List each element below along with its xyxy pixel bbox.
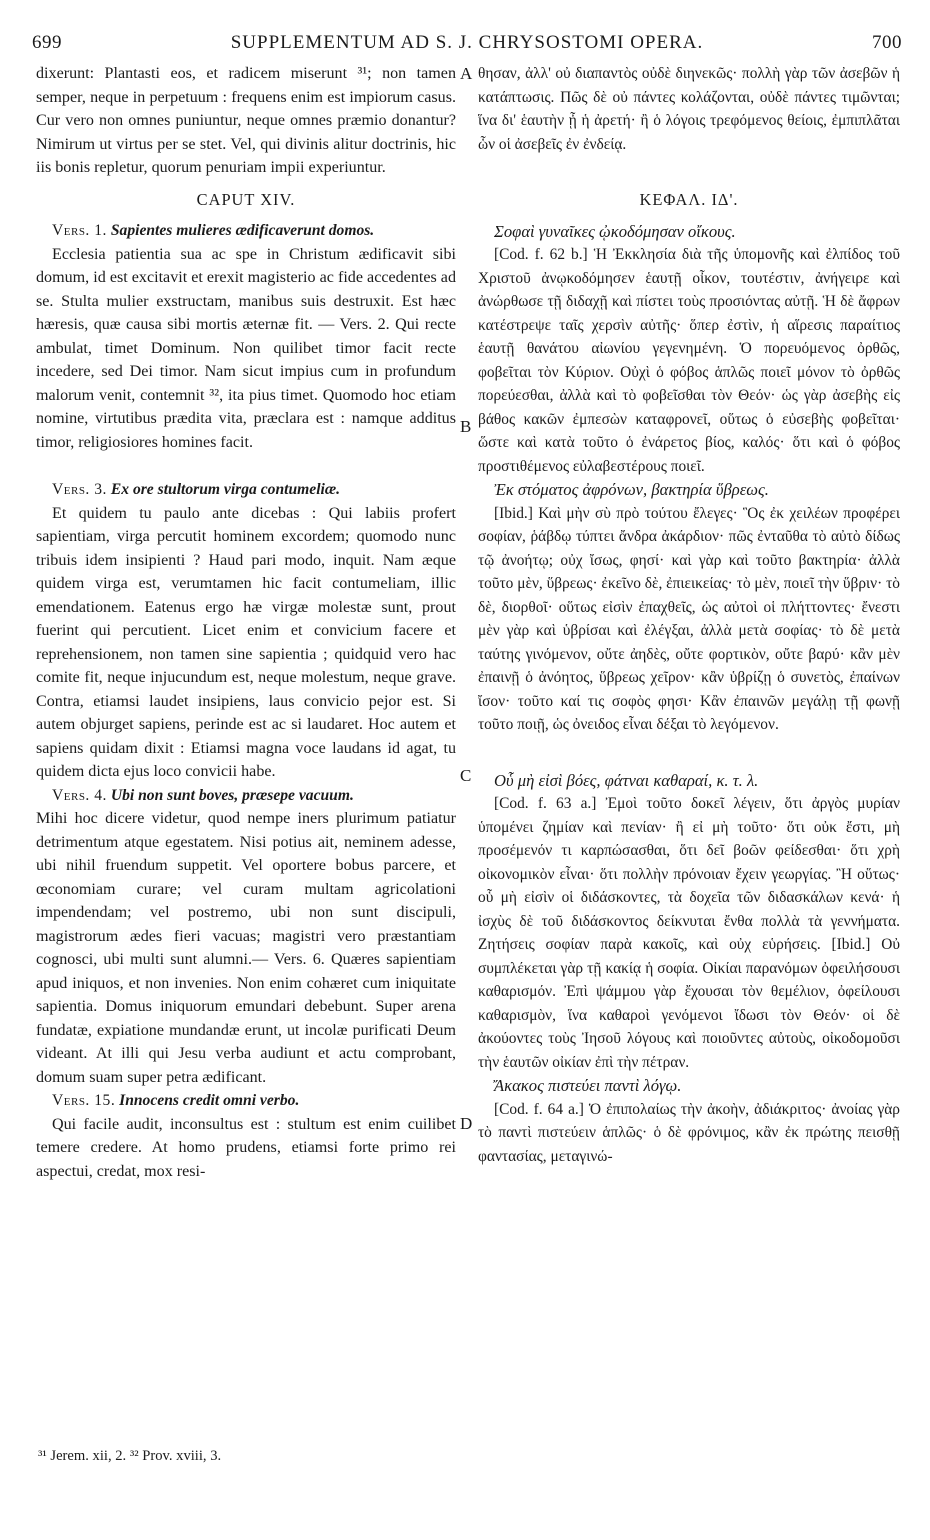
margin-letter-c: C (460, 766, 472, 785)
greek-column (478, 62, 900, 1168)
latin-column (36, 62, 456, 1183)
greek-verse-15: Ἄκακος πιστεύει παντὶ λόγῳ. (494, 1076, 682, 1095)
latin-verse-3 (36, 478, 456, 502)
latin-verse-1 (36, 219, 456, 243)
footnotes: ³¹ Jerem. xii, 2. ³² Prov. xviii, 3. (38, 1448, 222, 1464)
latin-paragraph-3: Mihi hoc dicere videtur, quod nempe iners plurimum patiatur detrimentum atque egestatem. Nisi potius ait, neminem adesse, ubi nihil fruendum suppetit. Vel oportere bobus parcere, et œconomiam curare; vel curam multam agricolationi impendendam; vel postremo, ubi non sunt discipuli, magistrorum ædes fieri vacuas; magistri vero præstantiam cognosci, ubi multi sunt alumni.— Vers. 6. Quæres sapientiam apud iniquos, et non invenies. Non enim cohæret cum iniquitate sapientia. Domus iniquorum emundari debebunt. Super arena fundatæ, expiatione mundandæ erunt, ut incolæ purificati Deum videant. At illi qui Jesu verba audiunt et actu comprobant, domum suam super petra ædificant. (36, 810, 456, 1086)
latin-paragraph-4: Qui facile audit, inconsultus est : stultum est enim cuilibet temere credere. At homo prudens, etiamsi forte primo rei aspectui, credat, mox resi- (36, 1115, 456, 1180)
verse-label: Vers. 3. (52, 481, 107, 498)
running-header (28, 28, 906, 58)
margin-letter-d: D (460, 1114, 473, 1133)
greek-paragraph-2: [Ibid.] Καὶ μὴν σὺ πρὸ τούτου ἔλεγες· Ὃς ἐκ χειλέων προφέρει σοφίαν, ῥάβδῳ τύπτει ἄνδρα ἀκάρδιον· πῶς ἐνταῦθα τὸ αὐτὸ δίδως τῷ ἀνοήτῳ; οὐχ ἴσως, φησί· καὶ γὰρ καὶ τοῦτο βακτηρία· ἀλλὰ τοῦτο μὲν, ὕβρεως· ἐκεῖνο δὲ, ἐπιεικείας· τὸ μὲν, ποιεῖ τὴν ὕβριν· τὸ δὲ, διορθοῖ· οὕτως εἰσὶν ἐπαχθεῖς, ὡς αὐτοὶ οἱ πλήττοντες· ἔνεστι μὲν γὰρ καὶ ὑβρίσαι καὶ ἐλέγξαι, ἀλλὰ μετὰ σοφίας· τὸ δὲ μετὰ ταύτης γινόμενον, οὔτε ἀηδὲς, οὔτε φορτικὸν, οὔτε βαρύ· κἂν μὲν ἐπαινῇ ὁ ἀνόητος, ὕβρεως χεῖρον· κἂν ὑβρίζῃ ὁ συνετὸς, ἐπαίνων ἴσον· τοῦτο καί τις σοφὸς φησι· Κἂν ἐπαινῶν μεγάλῃ τῇ φωνῇ τοῦτο ποιῇ, ὡς ὀνειδος εἶναι δέξαι τὸ λεγόμενον. (478, 504, 900, 733)
verse-text: Innocens credit omni verbo. (119, 1092, 300, 1109)
verse-text: Ex ore stultorum virga contumeliæ. (110, 481, 341, 498)
greek-paragraph-3: [Cod. f. 63 a.] Ἐμοὶ τοῦτο δοκεῖ λέγειν, ὅτι ἀργὸς μυρίαν ὑπομένει ζημίαν καὶ πενίαν· ἢ εἰ μὴ τοῦτο· ὅτι οὐκ ἔστι, μὴ προσέμενόν τι καρπώσασθαι, ὅτι δεῖ βοῶν φείδεσθαι· ὅτι χρὴ οἰκονομικὸν εἶναι· ὅτι πολλὴν πρόνοιαν ἔχειν γεωργίας. Ἢ οὕτως· οὗ μὴ εἰσὶν οἱ διδάσκοντες, τὰ δοχεῖα τῶν διδασκάλων κενά· ἡ ἰσχὺς δὲ τοῦ διδάσκοντος δείκνυται ἔνθα πολλὰ τὰ γεννήματα. Ζητήσεις σοφίαν παρὰ κακοῖς, καὶ οὐχ εὑρήσεις. [Ibid.] Οὐ συμπλέκεται γὰρ τῇ κακίᾳ ἡ σοφία. Οἰκίαι παρανόμων ὀφειλήσουσι καθαρισμόν. Ἐπὶ ψάμμου γὰρ ἔχουσαι τὸν θεμέλιον, ὀφείλουσι καθαρισμὸν, ἵνα καθαροὶ γενόμενοι ἴδωσι τὸν Θεόν· οἱ δὲ ἀκούοντες τοὺς Ἰησοῦ λόγους καὶ ποιοῦντες αὐτοὺς, οἰκοδομοῦσι τὴν ἑαυτῶν οἰκίαν ἐπὶ τὴν πέτραν. (478, 795, 900, 1071)
page-number-left: 699 (32, 32, 62, 53)
latin-paragraph-2: Et quidem tu paulo ante dicebas : Qui labiis profert sapientiam, virga percutit hominem excordem; quomodo nunc tribuis idem insipienti ? Haud pari modo, inquit. Nam æque quidem virga est, verumtamen hic facit contumeliam, illic emendationem. Eatenus ergo hæ virgæ molestæ sunt, prout fuerint qui percutient. Licet enim et convicium facere et reprehensionem, non tamen sine sapientia ; quidquid vero hac comite fit, neque injucundum est, neque molestum, neque grave. Contra, etiamsi laudet insipiens, laus convicio pejor est. Si autem objurget sapiens, perinde est ac si laudaret. Hoc autem et sapiens quidam dixit : Etiamsi magna voce laudans id agat, tu quidem dicta ejus loco convicii habe. (36, 504, 456, 780)
greek-intro-paragraph: θησαν, ἀλλ' οὐ διαπαντὸς οὐδὲ διηνεκῶς· πολλὴ γὰρ τῶν ἀσεβῶν ἡ κατάπτωσις. Πῶς δὲ οὐ πάντες κολάζονται, οὐδὲ πάντες τιμῶνται; ἵνα δι' ἑαυτὴν ᾖ ἡ ἀρετή· ἢ ὁ λόγοις τρεφόμενος θείοις, ἐμπιπλᾶται ὧν οἱ ἀσεβεῖς ἐν ἐνδείᾳ. (478, 65, 900, 153)
latin-verse-4 (36, 784, 456, 808)
latin-intro-paragraph: dixerunt: Plantasti eos, et radicem miserunt ³¹; non tamen semper, neque in perpetuum : frequens enim est impiorum casus. Cur vero non omnes puniuntur, neque omnes præmio donantur? Nimirum ut virtus per se stet. Vel, qui divinis alitur doctrinis, hic iis bonis repletur, quorum penuriam impii experiuntur. (36, 65, 456, 176)
verse-text: Ubi non sunt boves, præsepe vacuum. (110, 786, 354, 804)
verse-text: Sapientes mulieres ædificaverunt domos. (110, 222, 375, 239)
margin-letter-b: B (460, 417, 472, 436)
greek-verse-4: Οὗ μὴ εἰσὶ βόες, φάτναι καθαραί, κ. τ. λ. (494, 770, 759, 790)
latin-paragraph-1: Ecclesia patientia sua ac spe in Christum ædificavit sibi domum, id est excitavit et erexit magisterio ac fide accedentes ad se. Stulta mulier exstructam, manibus suis destruxit. Est hæc hæresis, quæ causa sibi mortis æternæ fit. — Vers. 2. Qui recte ambulat, timet Dominum. Non quilibet timor facit recte incedere, sed Dei timor. Nam sicut impius cum in profundum malorum venit, contemnit ³², ita pius timet. Quomodo hoc etiam nomine, virtutibus prædita vita, præclara est : namque additus timor, religiosiores homines facit. (36, 245, 456, 451)
page-number-right: 700 (872, 32, 902, 53)
latin-verse-15 (36, 1089, 456, 1113)
verse-label: Vers. 15. (52, 1092, 116, 1109)
margin-letter-a: A (460, 64, 473, 83)
greek-paragraph-4: [Cod. f. 64 a.] Ὁ ἐπιπολαίως τὴν ἀκοὴν, ἀδιάκριτος· ἀνοίας γὰρ τὸ παντὶ πιστεύειν ἁπλῶς· ὁ δὲ φρόνιμος, κἂν ἐκ πρώτης πεισθῇ φαντασίας, μεταγινώ- (478, 1100, 900, 1165)
latin-chapter-heading: CAPUT XIV. (196, 189, 296, 209)
greek-verse-3: Ἐκ στόματος ἀφρόνων, βακτηρία ὕβρεως. (494, 480, 769, 499)
verse-label: Vers. 4. (52, 786, 107, 804)
running-title: SUPPLEMENTUM AD S. J. CHRYSOSTOMI OPERA. (230, 32, 704, 53)
greek-paragraph-1: [Cod. f. 62 b.] Ἡ Ἐκκλησία διὰ τῆς ὑπομονῆς καὶ ἐλπίδος τοῦ Χριστοῦ ἀνῳκοδόμησεν ἑαυτῇ οἶκον, τουτέστιν, ἀνήγειρε καὶ ἀνώρθωσε τῇ διδαχῇ καὶ πίστει τοὺς προσιόντας αὐτῇ. Ἡ δὲ ἄφρων κατέστρεψε ταῖς χερσὶν αὐτῆς· ὅπερ ἐστὶν, ἡ αἵρεσις παραίτιος ἑαυτῇ θανάτου αἰωνίου γεγενημένη. Ὁ πορευόμενος ὀρθῶς, φοβεῖται τὸν Κύριον. Οὐχὶ ὁ φόβος ἁπλῶς ποιεῖ μόνον τὸ ὀρθῶς πορεύεσθαι, ἀλλὰ καὶ τὸ φοβεῖσθαι τὸν Θεόν· ὡς γὰρ ἀσεβὴς εἰς βάθος κακῶν ἐμπεσὼν καταφρονεῖ, οὕτως ὁ εὐσεβὴς φοβεῖται· ὥστε καὶ κατὰ τοῦτο ὁ ἐνάρετος βίος, καλός· ὅτι καὶ ὁ φόβος προστιθέμενος εὐλαβεστέρους ποιεῖ. (478, 246, 900, 475)
verse-label: Vers. 1. (52, 222, 107, 239)
greek-verse-1: Σοφαὶ γυναῖκες ᾠκοδόμησαν οἴκους. (494, 221, 736, 241)
greek-chapter-heading: ΚΕΦΑΛ. ΙΔ'. (639, 190, 739, 209)
